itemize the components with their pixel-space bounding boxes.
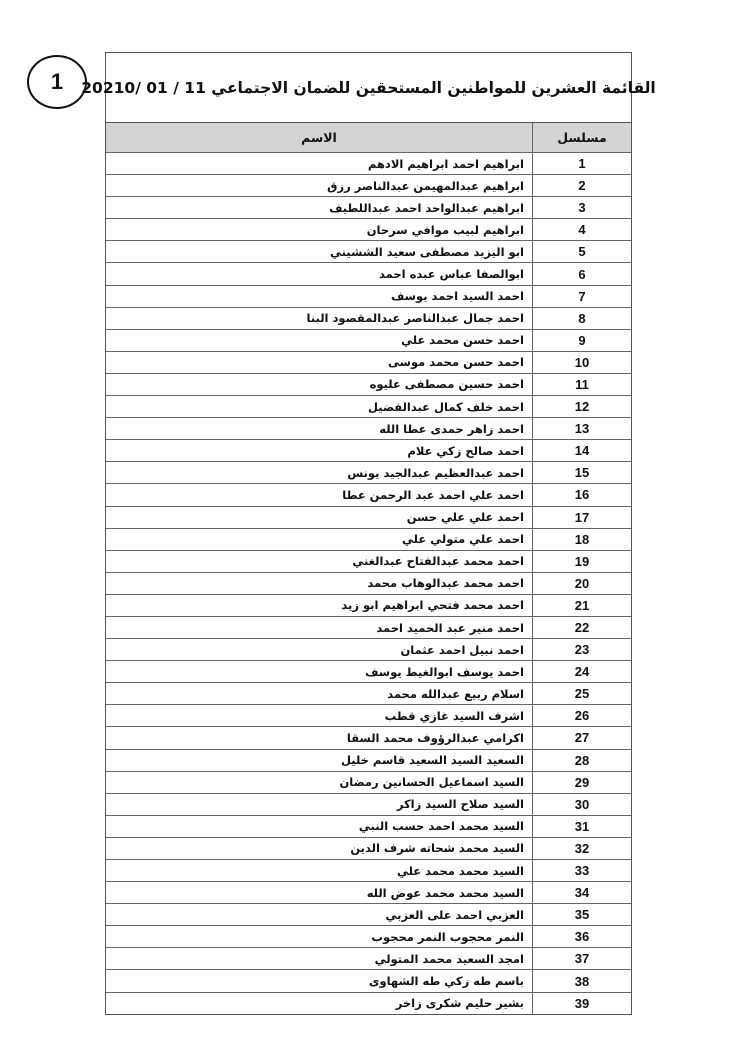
table-row [106, 594, 631, 616]
table-row [106, 992, 631, 1014]
table-body [106, 153, 631, 1014]
table-row [106, 241, 631, 263]
row-name: احمد علي علي حسن [106, 506, 533, 528]
row-serial: 9 [533, 329, 632, 351]
row-serial: 16 [533, 484, 632, 506]
row-name: ابو اليزيد مصطفى سعيد الششيني [106, 241, 533, 263]
row-name: احمد زاهر حمدى عطا الله [106, 418, 533, 440]
row-serial: 32 [533, 837, 632, 859]
table-row [106, 307, 631, 329]
row-name: السيد محمد محمد عوض الله [106, 882, 533, 904]
row-serial: 15 [533, 462, 632, 484]
row-serial: 29 [533, 771, 632, 793]
row-name: السعيد السيد السعيد قاسم خليل [106, 749, 533, 771]
row-name: احمد علي احمد عبد الرحمن عطا [106, 484, 533, 506]
table-row [106, 639, 631, 661]
table-row [106, 683, 631, 705]
row-name: اسلام ربيع عبدالله محمد [106, 683, 533, 705]
row-name: احمد خلف كمال عبدالفضيل [106, 396, 533, 418]
table-row [106, 705, 631, 727]
row-name: العزبي احمد على العزبي [106, 904, 533, 926]
table-row [106, 175, 631, 197]
table-row [106, 550, 631, 572]
row-name: ابوالصفا عباس عبده احمد [106, 263, 533, 285]
table-row [106, 396, 631, 418]
row-serial: 39 [533, 992, 632, 1014]
table-row [106, 263, 631, 285]
row-serial: 13 [533, 418, 632, 440]
page-number-badge [27, 55, 87, 109]
row-name: احمد منير عبد الحميد احمد [106, 616, 533, 638]
table-row [106, 572, 631, 594]
row-serial: 31 [533, 815, 632, 837]
table-row [106, 440, 631, 462]
row-serial: 5 [533, 241, 632, 263]
row-name: اشرف السيد غازي قطب [106, 705, 533, 727]
table-row [106, 749, 631, 771]
row-name: احمد علي متولي علي [106, 528, 533, 550]
table-row [106, 462, 631, 484]
table-row [106, 661, 631, 683]
row-serial: 21 [533, 594, 632, 616]
row-name: السيد اسماعيل الحسانين رمضان [106, 771, 533, 793]
row-serial: 33 [533, 860, 632, 882]
table-row [106, 771, 631, 793]
row-serial: 30 [533, 793, 632, 815]
row-name: السيد محمد محمد علي [106, 860, 533, 882]
table-row [106, 860, 631, 882]
row-name: ابراهيم عبدالمهيمن عبدالناصر رزق [106, 175, 533, 197]
row-serial: 6 [533, 263, 632, 285]
row-name: السيد محمد شحاته شرف الدين [106, 837, 533, 859]
row-serial: 38 [533, 970, 632, 992]
row-name: السيد صلاح السيد زاكر [106, 793, 533, 815]
row-serial: 22 [533, 616, 632, 638]
table-row [106, 506, 631, 528]
row-name: النمر محجوب النمر محجوب [106, 926, 533, 948]
row-serial: 28 [533, 749, 632, 771]
table-row [106, 418, 631, 440]
row-name: ابراهيم لبيب موافي سرحان [106, 219, 533, 241]
table-row [106, 815, 631, 837]
table-row [106, 219, 631, 241]
table-header-row [106, 123, 631, 153]
row-serial: 18 [533, 528, 632, 550]
table-row [106, 926, 631, 948]
row-serial: 37 [533, 948, 632, 970]
table-row [106, 793, 631, 815]
page-number: 1 [50, 69, 64, 94]
row-serial: 23 [533, 639, 632, 661]
row-name: باسم طه زكي طه الشهاوى [106, 970, 533, 992]
row-serial: 8 [533, 307, 632, 329]
row-serial: 36 [533, 926, 632, 948]
row-serial: 1 [533, 153, 632, 175]
row-serial: 25 [533, 683, 632, 705]
row-name: احمد حسن محمد موسى [106, 351, 533, 373]
table-row [106, 948, 631, 970]
table-row [106, 970, 631, 992]
table-row [106, 197, 631, 219]
row-name: احمد محمد عبدالوهاب محمد [106, 572, 533, 594]
row-name: احمد حسن محمد علي [106, 329, 533, 351]
row-serial: 7 [533, 285, 632, 307]
row-name: ابراهيم عبدالواحد احمد عبداللطيف [106, 197, 533, 219]
row-serial: 19 [533, 550, 632, 572]
table-row [106, 904, 631, 926]
beneficiaries-table [106, 123, 631, 1014]
document-title: القائمة العشرين للمواطنين المستحقين للضمان الاجتماعي 11 / 01 /20210 [81, 78, 656, 97]
row-name: احمد محمد عبدالفتاح عبدالغني [106, 550, 533, 572]
row-name: بشير حليم شكرى زاخر [106, 992, 533, 1014]
row-name: السيد محمد احمد حسب النبي [106, 815, 533, 837]
table-row [106, 484, 631, 506]
table-row [106, 329, 631, 351]
row-serial: 34 [533, 882, 632, 904]
table-row [106, 882, 631, 904]
row-name: احمد السيد احمد يوسف [106, 285, 533, 307]
table-row [106, 153, 631, 175]
table-row [106, 727, 631, 749]
table-row [106, 528, 631, 550]
row-name: احمد جمال عبدالناصر عبدالمقصود البنا [106, 307, 533, 329]
document-sheet [81, 52, 656, 1015]
row-serial: 3 [533, 197, 632, 219]
table-row [106, 351, 631, 373]
table-row [106, 373, 631, 395]
table-row [106, 285, 631, 307]
row-serial: 11 [533, 373, 632, 395]
table-row [106, 837, 631, 859]
row-name: احمد نبيل احمد عثمان [106, 639, 533, 661]
row-serial: 10 [533, 351, 632, 373]
row-name: احمد حسين مصطفى عليوه [106, 373, 533, 395]
row-serial: 4 [533, 219, 632, 241]
row-serial: 12 [533, 396, 632, 418]
row-serial: 14 [533, 440, 632, 462]
title-row [81, 53, 656, 123]
table-row [106, 616, 631, 638]
header-serial: مسلسل [533, 123, 632, 153]
row-name: احمد عبدالعظيم عبدالجيد يونس [106, 462, 533, 484]
row-name: اكرامي عبدالرؤوف محمد السقا [106, 727, 533, 749]
row-name: احمد يوسف ابوالغيط يوسف [106, 661, 533, 683]
row-serial: 35 [533, 904, 632, 926]
row-name: احمد صالح زكي علام [106, 440, 533, 462]
row-serial: 26 [533, 705, 632, 727]
row-name: احمد محمد فتحي ابراهيم ابو زيد [106, 594, 533, 616]
row-serial: 20 [533, 572, 632, 594]
row-name: امجد السعيد محمد المتولي [106, 948, 533, 970]
row-serial: 27 [533, 727, 632, 749]
header-name: الاسم [106, 123, 533, 153]
row-serial: 2 [533, 175, 632, 197]
row-serial: 24 [533, 661, 632, 683]
row-name: ابراهيم احمد ابراهيم الادهم [106, 153, 533, 175]
row-serial: 17 [533, 506, 632, 528]
